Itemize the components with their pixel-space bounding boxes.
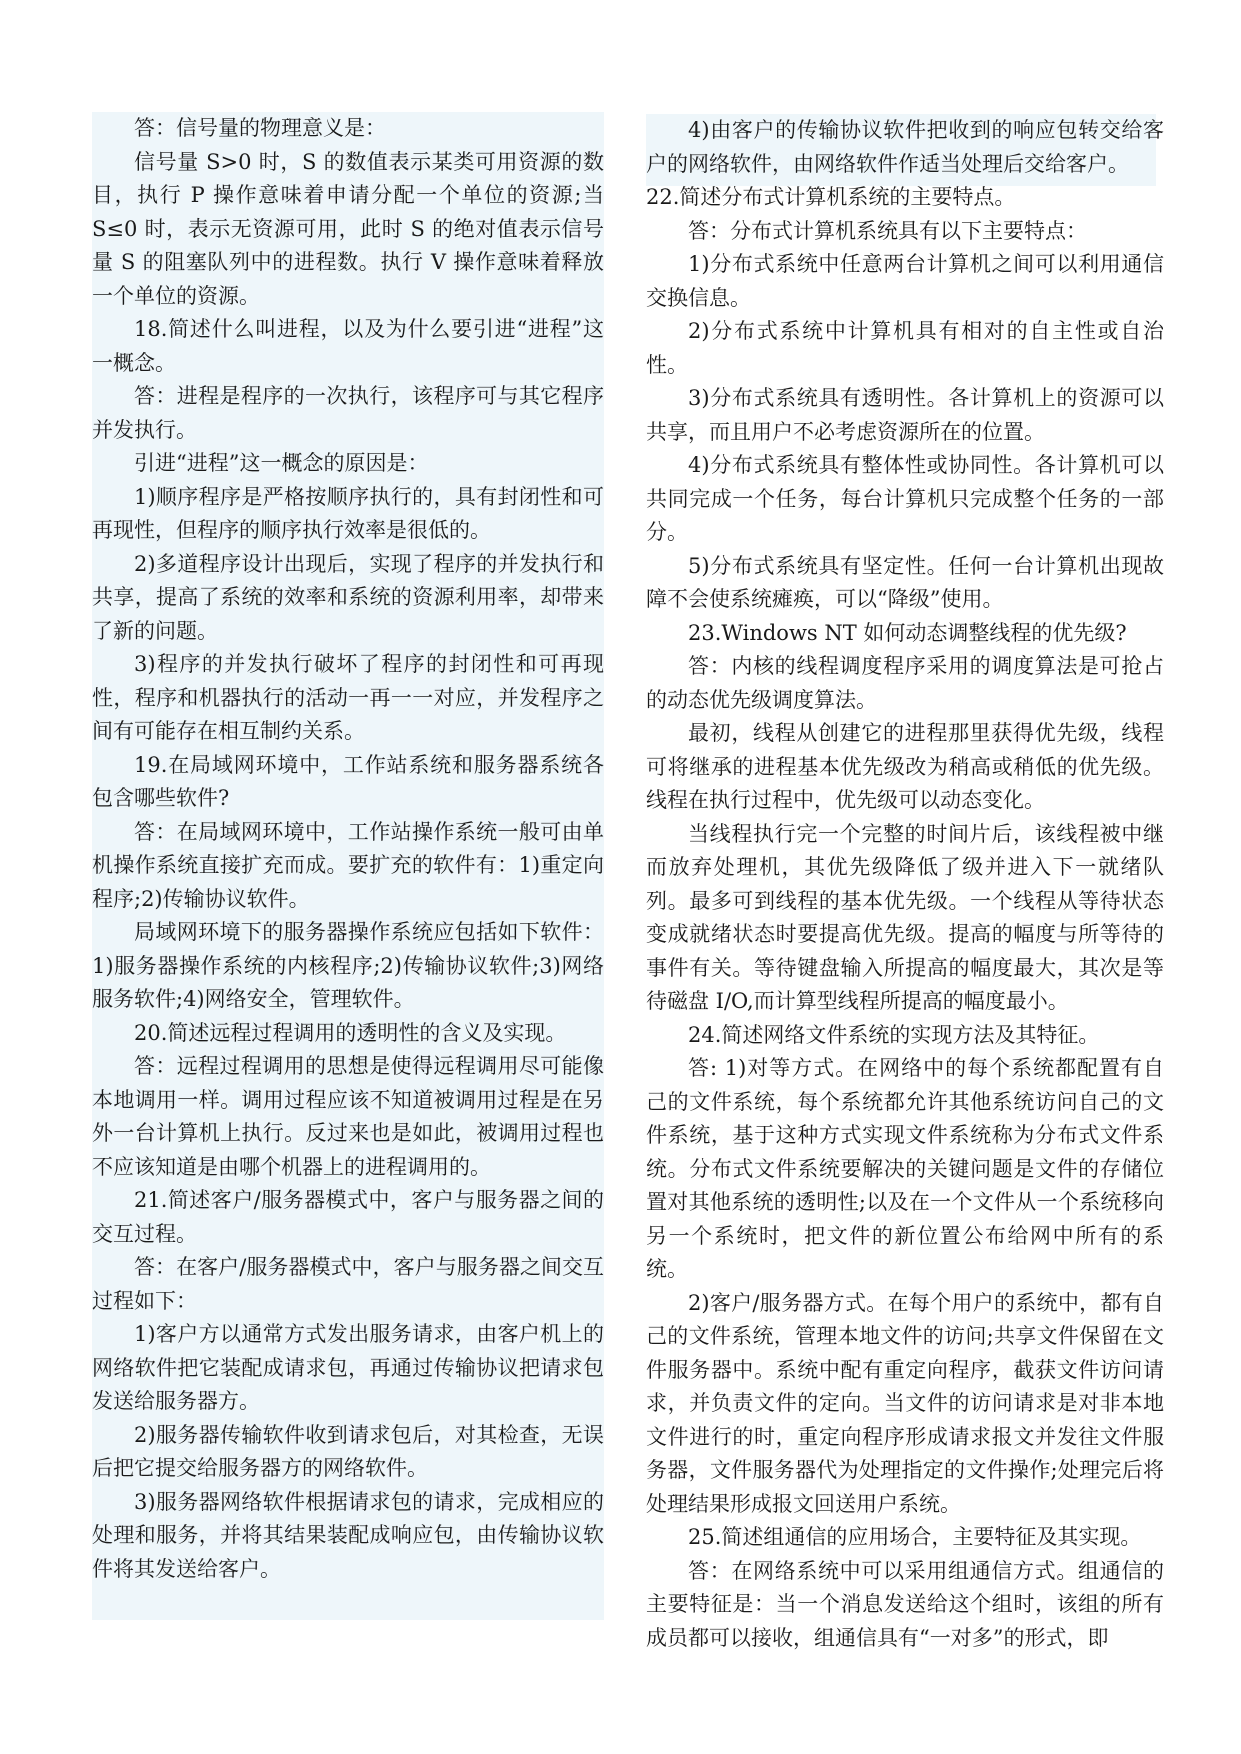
paragraph: 答：在网络系统中可以采用组通信方式。组通信的主要特征是：当一个消息发送给这个组时，该组的所有成员都可以接收，组通信具有“一对多”的形式，即 <box>646 1558 1164 1650</box>
paragraph: 答：远程过程调用的思想是使得远程调用尽可能像本地调用一样。调用过程应该不知道被调用过程是在另外一台计算机上执行。反过来也是如此，被调用过程也不应该知道是由哪个机器上的进程调用的。 <box>92 1054 604 1179</box>
question-heading: 20.简述远程过程调用的透明性的含义及实现。 <box>134 1020 567 1045</box>
question-heading: 22.简述分布式计算机系统的主要特点。 <box>646 185 1016 209</box>
question-heading: 25.简述组通信的应用场合，主要特征及其实现。 <box>688 1525 1142 1549</box>
paragraph: 答：在客户/服务器模式中，客户与服务器之间交互过程如下： <box>92 1255 604 1313</box>
question-heading: 19.在局域网环境中，工作站系统和服务器系统各包含哪些软件? <box>92 752 604 810</box>
paragraph: 答：在局域网环境中，工作站操作系统一般可由单机操作系统直接扩充而成。要扩充的软件有：1)重定向程序;2)传输协议软件。 <box>92 819 604 911</box>
paragraph: 3)分布式系统具有透明性。各计算机上的资源可以共享，而且用户不必考虑资源所在的位置。 <box>646 386 1164 444</box>
paragraph: 4)分布式系统具有整体性或协同性。各计算机可以共同完成一个任务，每台计算机只完成整个任务的一部分。 <box>646 453 1164 544</box>
paragraph: 1)顺序程序是严格按顺序执行的，具有封闭性和可再现性，但程序的顺序执行效率是很低的。 <box>92 484 604 542</box>
question-heading: 21.简述客户/服务器模式中，客户与服务器之间的交互过程。 <box>92 1188 604 1246</box>
left-column <box>92 112 604 1586</box>
paragraph: 1)客户方以通常方式发出服务请求，由客户机上的网络软件把它装配成请求包，再通过传输协议把请求包发送给服务器方。 <box>92 1322 604 1413</box>
paragraph: 3)服务器网络软件根据请求包的请求，完成相应的处理和服务，并将其结果装配成响应包，由传输协议软件将其发送给客户。 <box>92 1489 604 1581</box>
paragraph: 最初，线程从创建它的进程那里获得优先级，线程可将继承的进程基本优先级改为稍高或稍低的优先级。线程在执行过程中，优先级可以动态变化。 <box>646 721 1164 812</box>
paragraph: 4)由客户的传输协议软件把收到的响应包转交给客户的网络软件，由网络软件作适当处理后交给客户。 <box>646 118 1164 176</box>
paragraph: 答：分布式计算机系统具有以下主要特点： <box>688 218 1087 243</box>
paragraph: 局域网环境下的服务器操作系统应包括如下软件：1)服务器操作系统的内核程序;2)传输协议软件;3)网络服务软件;4)网络安全，管理软件。 <box>92 920 604 1011</box>
paragraph: 引进“进程”这一概念的原因是： <box>134 451 429 475</box>
paragraph: 当线程执行完一个完整的时间片后，该线程被中继而放弃处理机，其优先级降低了级并进入下一就绪队列。最多可到线程的基本优先级。一个线程从等待状态变成就绪状态时要提高优先级。提高的幅度与所等待的事件有关。等待键盘输入所提高的幅度最大，其次是等待磁盘 I/O,而计算型线程所提高的幅度最小。 <box>646 821 1164 1013</box>
paragraph: 信号量 S>0 时，S 的数值表示某类可用资源的数目，执行 P 操作意味着申请分配一个单位的资源;当 S≤0 时，表示无资源可用，此时 S 的绝对值表示信号量 S 的阻塞队列中的进程数。执行 V 操作意味着释放一个单位的资源。 <box>92 149 604 308</box>
paragraph: 2)客户/服务器方式。在每个用户的系统中，都有自己的文件系统，管理本地文件的访问;共享文件保留在文件服务器中。系统中配有重定向程序，截获文件访问请求，并负责文件的定向。当文件的访问请求是对非本地文件进行的时，重定向程序形成请求报文并发往文件服务器，文件服务器代为处理指定的文件操作;处理完后将处理结果形成报文回送用户系统。 <box>646 1290 1164 1516</box>
right-column <box>646 114 1164 1655</box>
paragraph: 答: 1)对等方式。在网络中的每个系统都配置有自己的文件系统，每个系统都允许其他系统访问自己的文件系统，基于这种方式实现文件系统称为分布式文件系统。分布式文件系统要解决的关键问题是文件的存储位置对其他系统的透明性;以及在一个文件从一个系统移向另一个系统时，把文件的新位置公布给网中所有的系统。 <box>646 1056 1164 1281</box>
paragraph: 2)分布式系统中计算机具有相对的自主性或自治性。 <box>646 319 1164 377</box>
question-heading: 24.简述网络文件系统的实现方法及其特征。 <box>688 1022 1100 1047</box>
question-heading: 18.简述什么叫进程，以及为什么要引进“进程”这一概念。 <box>92 317 604 375</box>
paragraph: 答：信号量的物理意义是： <box>134 116 386 140</box>
paragraph: 2)多道程序设计出现后，实现了程序的并发执行和共享，提高了系统的效率和系统的资源利用率，却带来了新的问题。 <box>92 551 604 643</box>
paragraph: 3)程序的并发执行破坏了程序的封闭性和可再现性，程序和机器执行的活动一再一一对应，并发程序之间有可能存在相互制约关系。 <box>92 652 604 743</box>
paragraph: 1)分布式系统中任意两台计算机之间可以利用通信交换信息。 <box>646 252 1164 310</box>
paragraph: 答：内核的线程调度程序采用的调度算法是可抢占的动态优先级调度算法。 <box>646 654 1164 712</box>
question-heading: 23.Windows NT 如何动态调整线程的优先级? <box>688 620 1127 645</box>
paragraph: 2)服务器传输软件收到请求包后，对其检查，无误后把它提交给服务器方的网络软件。 <box>92 1422 604 1480</box>
paragraph: 答：进程是程序的一次执行，该程序可与其它程序并发执行。 <box>92 384 604 442</box>
paragraph: 5)分布式系统具有坚定性。任何一台计算机出现故障不会使系统瘫痪，可以“降级”使用。 <box>646 553 1164 611</box>
